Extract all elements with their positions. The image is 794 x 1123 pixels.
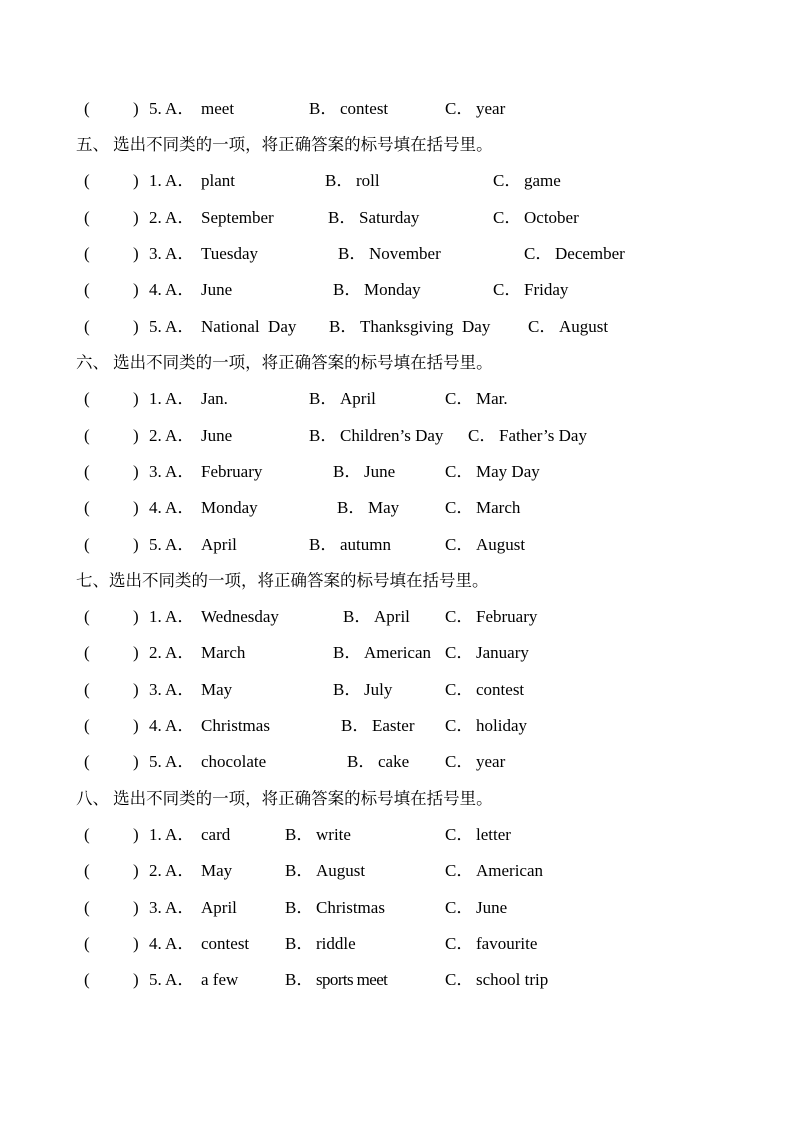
option-c: holiday [476, 716, 527, 735]
option-b-label: B． [328, 208, 357, 227]
question-number: 2. A． [149, 861, 195, 880]
answer-paren-close: ) [133, 970, 139, 989]
option-c-label: C． [445, 861, 474, 880]
option-c: August [476, 535, 526, 554]
option-b: Thanksgiving Day [360, 317, 491, 336]
section-8-heading: 八、 选出不同类的一项，将正确答案的标号填在括号里。 [76, 789, 493, 808]
answer-paren-close: ) [133, 208, 139, 227]
answer-paren-close: ) [133, 716, 139, 735]
answer-paren-open[interactable]: ( [84, 317, 90, 336]
option-b-label: B． [285, 898, 314, 917]
answer-paren-open[interactable]: ( [84, 752, 90, 771]
option-b-label: B． [329, 317, 358, 336]
section-6-heading: 六、 选出不同类的一项，将正确答案的标号填在括号里。 [76, 353, 493, 372]
question-number: 2. A． [149, 208, 195, 227]
answer-paren-close: ) [133, 535, 139, 554]
question-number: 5. A． [149, 970, 195, 989]
option-c-label: C． [445, 752, 474, 771]
answer-paren-close: ) [133, 498, 139, 517]
answer-paren-close: ) [133, 898, 139, 917]
question-number: 5. A． [149, 752, 195, 771]
answer-paren-close: ) [133, 607, 139, 626]
answer-paren-open[interactable]: ( [84, 607, 90, 626]
answer-paren-open[interactable]: ( [84, 934, 90, 953]
option-c-label: C． [445, 99, 474, 118]
option-a: May [201, 861, 233, 880]
answer-paren-close: ) [133, 244, 139, 263]
answer-paren-close: ) [133, 752, 139, 771]
option-a: Christmas [201, 716, 270, 735]
option-b: Easter [372, 716, 415, 735]
answer-paren-open[interactable]: ( [84, 970, 90, 989]
option-a: a few [201, 970, 239, 989]
answer-paren-open[interactable]: ( [84, 535, 90, 554]
option-a: September [201, 208, 274, 227]
option-c-label: C． [468, 426, 497, 445]
option-b-label: B． [343, 607, 372, 626]
option-c-label: C． [445, 498, 474, 517]
option-c: December [555, 244, 625, 263]
option-c-label: C． [445, 716, 474, 735]
answer-paren-open[interactable]: ( [84, 825, 90, 844]
answer-paren-close: ) [133, 99, 139, 118]
option-b-label: B． [341, 716, 370, 735]
option-b-label: B． [333, 280, 362, 299]
section-5-heading: 五、 选出不同类的一项，将正确答案的标号填在括号里。 [76, 135, 493, 154]
option-c-label: C． [445, 535, 474, 554]
answer-paren-open[interactable]: ( [84, 643, 90, 662]
question-number: 1. A． [149, 171, 195, 190]
option-c-label: C． [445, 607, 474, 626]
answer-paren-open[interactable]: ( [84, 498, 90, 517]
option-c-label: C． [528, 317, 557, 336]
option-c: year [476, 99, 506, 118]
option-b-label: B． [333, 680, 362, 699]
option-c: August [559, 317, 609, 336]
option-a: meet [201, 99, 235, 118]
option-c-label: C． [493, 171, 522, 190]
option-a: June [201, 280, 233, 299]
option-c-label: C． [445, 825, 474, 844]
option-b: riddle [316, 934, 356, 953]
option-a: April [201, 535, 237, 554]
option-c: Friday [524, 280, 569, 299]
option-a: February [201, 462, 263, 481]
option-b: November [369, 244, 441, 263]
answer-paren-open[interactable]: ( [84, 244, 90, 263]
answer-paren-open[interactable]: ( [84, 208, 90, 227]
answer-paren-close: ) [133, 280, 139, 299]
option-c-label: C． [445, 462, 474, 481]
option-b: July [364, 680, 393, 699]
question-number: 5. A． [149, 317, 195, 336]
question-number: 3. A． [149, 462, 195, 481]
option-b-label: B． [333, 462, 362, 481]
option-a: card [201, 825, 231, 844]
answer-paren-close: ) [133, 825, 139, 844]
option-a: contest [201, 934, 250, 953]
option-b-label: B． [337, 498, 366, 517]
option-b-label: B． [285, 825, 314, 844]
answer-paren-close: ) [133, 426, 139, 445]
option-b: April [340, 389, 376, 408]
option-c: game [524, 171, 561, 190]
question-number: 2. A． [149, 643, 195, 662]
option-a: plant [201, 171, 235, 190]
option-c-label: C． [445, 898, 474, 917]
answer-paren-open[interactable]: ( [84, 171, 90, 190]
option-c-label: C． [445, 389, 474, 408]
option-a: March [201, 643, 246, 662]
answer-paren-open[interactable]: ( [84, 716, 90, 735]
option-c-label: C． [445, 643, 474, 662]
option-b: May [368, 498, 400, 517]
option-c: May Day [476, 462, 540, 481]
option-b: American [364, 643, 432, 662]
option-a: May [201, 680, 233, 699]
option-b-label: B． [338, 244, 367, 263]
answer-paren-open[interactable]: ( [84, 861, 90, 880]
answer-paren-close: ) [133, 171, 139, 190]
option-b: August [316, 861, 366, 880]
option-c: contest [476, 680, 525, 699]
option-c: favourite [476, 934, 538, 953]
option-c: February [476, 607, 538, 626]
answer-paren-close: ) [133, 861, 139, 880]
question-number: 3. A． [149, 244, 195, 263]
option-b-label: B． [309, 535, 338, 554]
question-number: 4. A． [149, 498, 195, 517]
option-a: Jan. [201, 389, 228, 408]
answer-paren-open[interactable]: ( [84, 280, 90, 299]
question-number: 5. A． [149, 99, 195, 118]
question-number: 5. A． [149, 535, 195, 554]
option-b-label: B． [309, 389, 338, 408]
option-b-label: B． [285, 861, 314, 880]
option-c-label: C． [493, 280, 522, 299]
answer-paren-close: ) [133, 934, 139, 953]
option-c: year [476, 752, 506, 771]
section-7-heading: 七、选出不同类的一项，将正确答案的标号填在括号里。 [76, 571, 489, 590]
answer-paren-close: ) [133, 317, 139, 336]
option-b-label: B． [325, 171, 354, 190]
option-b-label: B． [309, 426, 338, 445]
option-b-label: B． [285, 970, 314, 989]
question-number: 4. A． [149, 716, 195, 735]
option-b: Saturday [359, 208, 420, 227]
option-c-label: C． [493, 208, 522, 227]
option-a: April [201, 898, 237, 917]
answer-paren-open[interactable]: ( [84, 898, 90, 917]
answer-paren-open[interactable]: ( [84, 99, 90, 118]
question-number: 3. A． [149, 680, 195, 699]
question-number: 1. A． [149, 607, 195, 626]
option-a: Monday [201, 498, 258, 517]
option-b: Children’s Day [340, 426, 444, 445]
option-a: June [201, 426, 233, 445]
question-number: 4. A． [149, 934, 195, 953]
question-number: 4. A． [149, 280, 195, 299]
option-c-label: C． [445, 934, 474, 953]
answer-paren-close: ) [133, 462, 139, 481]
option-b: cake [378, 752, 410, 771]
question-number: 2. A． [149, 426, 195, 445]
option-b: April [374, 607, 410, 626]
option-c-label: C． [445, 680, 474, 699]
answer-paren-open[interactable]: ( [84, 426, 90, 445]
option-b: write [316, 825, 351, 844]
option-a: Wednesday [201, 607, 279, 626]
option-c: American [476, 861, 544, 880]
option-c: school trip [476, 970, 549, 989]
option-c: Father’s Day [499, 426, 587, 445]
answer-paren-open[interactable]: ( [84, 680, 90, 699]
option-c: January [476, 643, 529, 662]
option-b: June [364, 462, 396, 481]
option-b: contest [340, 99, 389, 118]
option-c-label: C． [445, 970, 474, 989]
option-b: sports meet [316, 970, 388, 989]
question-number: 1. A． [149, 389, 195, 408]
answer-paren-open[interactable]: ( [84, 389, 90, 408]
answer-paren-close: ) [133, 680, 139, 699]
option-b-label: B． [285, 934, 314, 953]
answer-paren-close: ) [133, 389, 139, 408]
option-a: National Day [201, 317, 297, 336]
answer-paren-close: ) [133, 643, 139, 662]
option-a: chocolate [201, 752, 267, 771]
option-b: Monday [364, 280, 421, 299]
option-c: October [524, 208, 579, 227]
option-b: roll [356, 171, 380, 190]
option-c-label: C． [524, 244, 553, 263]
answer-paren-open[interactable]: ( [84, 462, 90, 481]
option-c: letter [476, 825, 511, 844]
option-b: Christmas [316, 898, 385, 917]
option-b-label: B． [347, 752, 376, 771]
option-b-label: B． [333, 643, 362, 662]
question-number: 3. A． [149, 898, 195, 917]
option-c: June [476, 898, 508, 917]
option-b-label: B． [309, 99, 338, 118]
option-c: March [476, 498, 521, 517]
option-c: Mar. [476, 389, 508, 408]
question-number: 1. A． [149, 825, 195, 844]
option-b: autumn [340, 535, 391, 554]
option-a: Tuesday [201, 244, 258, 263]
